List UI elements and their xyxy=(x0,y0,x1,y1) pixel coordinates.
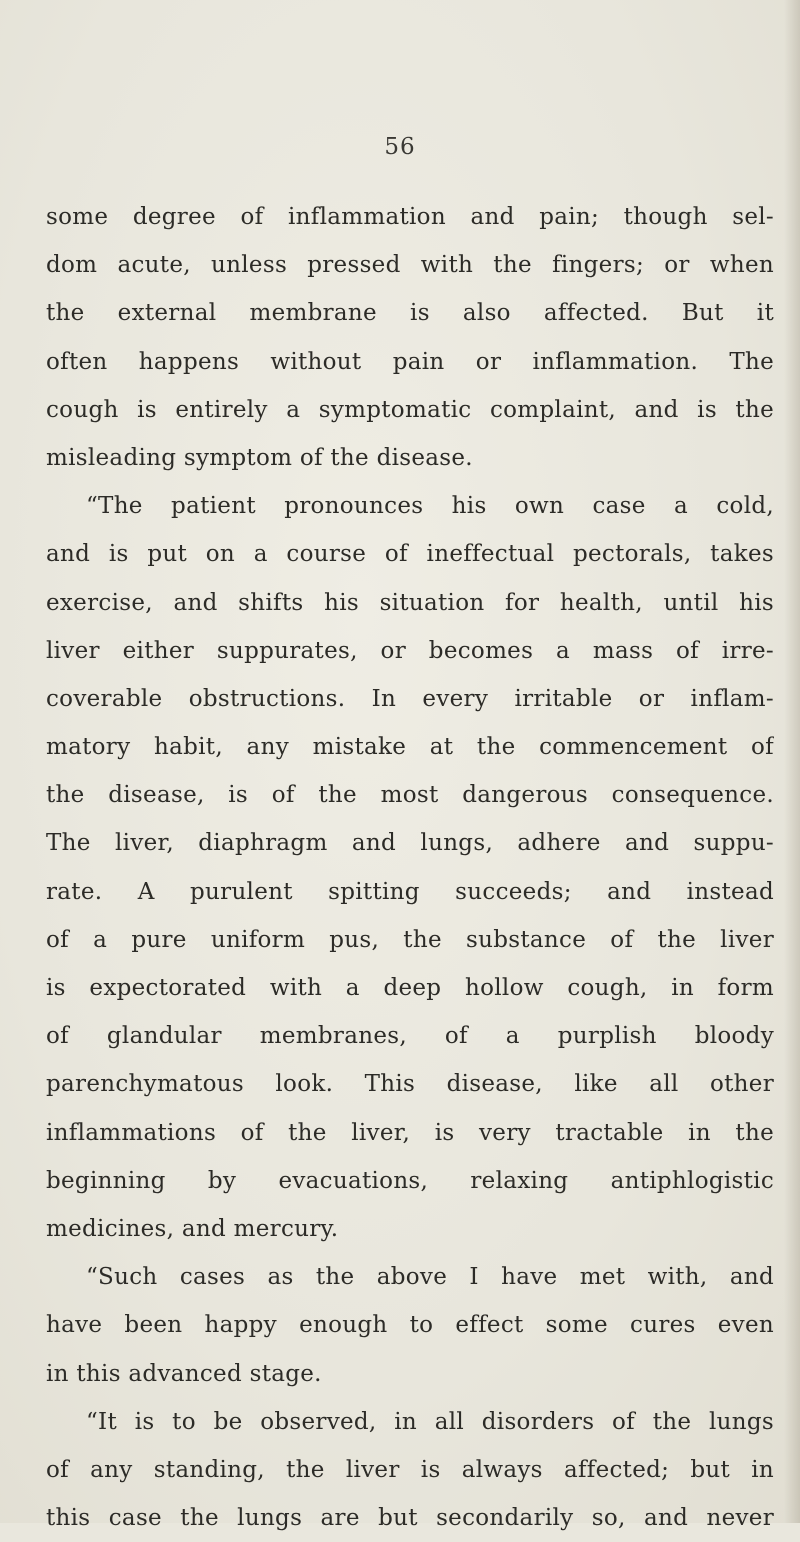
text-line: the disease, is of the most dangerous consequence. xyxy=(46,782,774,809)
text-line: inflammations of the liver, is very tractable in the xyxy=(46,1119,774,1146)
text-line: often happens without pain or inflammation. The xyxy=(46,348,774,375)
text-line: misleading symptom of the disease. xyxy=(46,444,473,471)
text-line: is expectorated with a deep hollow cough, in form xyxy=(46,975,774,1001)
text-line: in this advanced stage. xyxy=(46,1360,322,1387)
page-number: 56 xyxy=(384,134,416,160)
text-line: dom acute, unless pressed with the fingers; or when xyxy=(46,252,774,279)
body-text xyxy=(46,193,774,1542)
text-line: “Such cases as the above I have met with, and xyxy=(86,1264,774,1291)
text-line: of a pure uniform pus, the substance of the liver xyxy=(46,926,774,953)
text-line: parenchymatous look. This disease, like all other xyxy=(46,1071,774,1098)
text-line: matory habit, any mistake at the commencement of xyxy=(46,734,774,761)
text-line: “The patient pronounces his own case a cold, xyxy=(86,493,774,520)
text-line: have been happy enough to effect some cures even xyxy=(46,1312,774,1339)
text-line: medicines, and mercury. xyxy=(46,1215,339,1242)
text-line: liver either suppurates, or becomes a mass of irre- xyxy=(46,637,774,664)
text-line: beginning by evacuations, relaxing antiphlogistic xyxy=(46,1167,774,1194)
text-line: rate. A purulent spitting succeeds; and instead xyxy=(46,878,774,905)
text-line: this case the lungs are but secondarily so, and never xyxy=(46,1505,774,1532)
text-line: exercise, and shifts his situation for health, until his xyxy=(46,589,774,616)
text-line: and is put on a course of ineffectual pectorals, takes xyxy=(46,541,774,568)
text-line: cough is entirely a symptomatic complaint, and is the xyxy=(46,396,774,423)
text-line: of glandular membranes, of a purplish bloody xyxy=(46,1023,774,1050)
text-line: “It is to be observed, in all disorders of the lungs xyxy=(86,1408,774,1435)
text-line: The liver, diaphragm and lungs, adhere and suppu- xyxy=(46,830,774,857)
text-line: coverable obstructions. In every irritable or inflam- xyxy=(46,685,774,712)
text-line: of any standing, the liver is always affected; but in xyxy=(46,1456,774,1483)
page-edge-shadow xyxy=(784,0,800,1523)
text-line: the external membrane is also affected. But it xyxy=(46,300,774,327)
text-line: some degree of inflammation and pain; though sel- xyxy=(46,204,774,230)
